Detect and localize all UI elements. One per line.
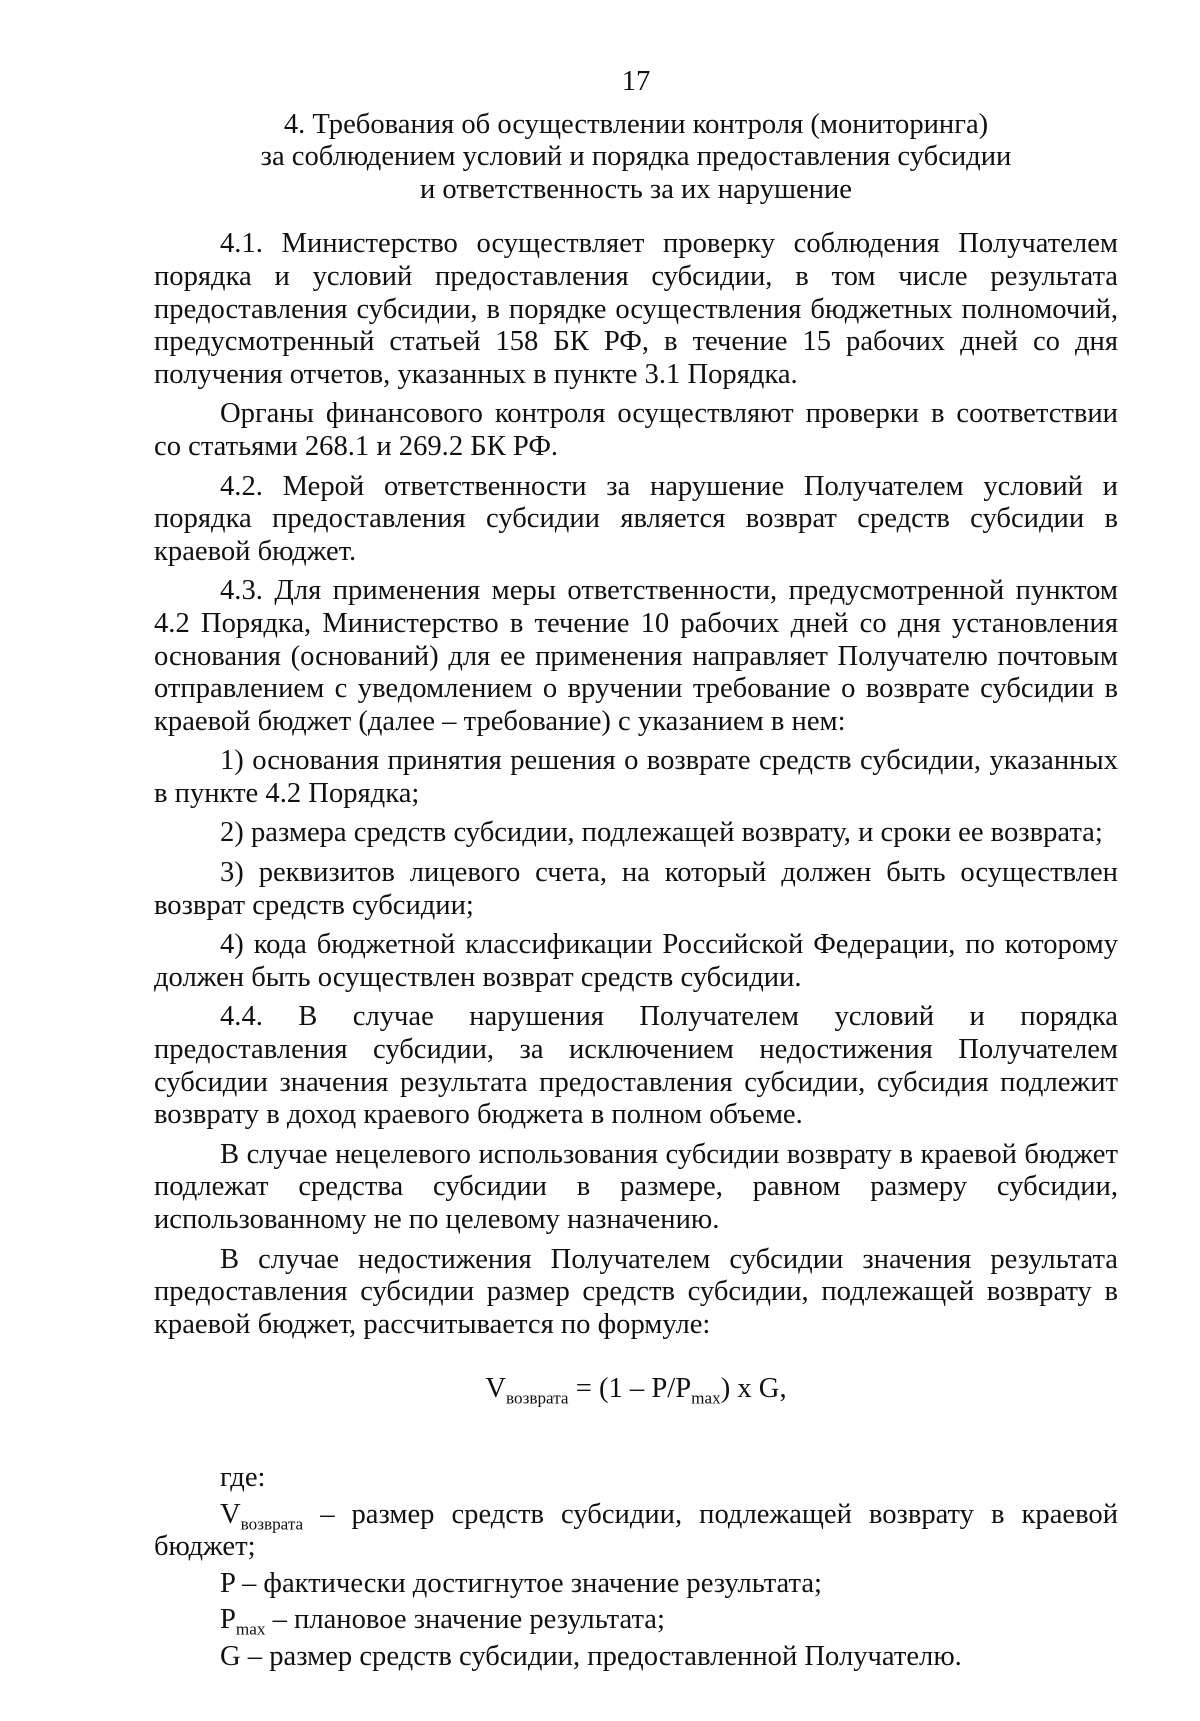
paragraph-4-4-formula-intro: В случае недостижения Получателем субсидии значения результата предоставления субсидии размер средств субсидии, подлежащей возврату в краевой бюджет, рассчитывается по формуле: <box>154 1243 1118 1340</box>
paragraph-4-4-misuse: В случае нецелевого использования субсидии возврату в краевой бюджет подлежат средства субсидии в размере, равном размеру субсидии, использованному не по целевому назначению. <box>154 1138 1118 1235</box>
definition-pmax-subscript: max <box>235 1620 266 1640</box>
formula-v-symbol: V <box>485 1373 507 1405</box>
heading-line-1: 4. Требования об осуществлении контроля (мониторинга) <box>283 108 989 140</box>
paragraph-4-3: 4.3. Для применения меры ответственности, предусмотренной пунктом 4.2 Порядка, Министерство в течение 10 рабочих дней со дня установления основания (оснований) для ее применения направляет Получателю почтовым отправлением с уведомлением о вручении требование о возврате субсидии в краевой бюджет (далее – требование) с указанием в нем: <box>154 575 1118 737</box>
definition-v-subscript: возврата <box>240 1514 304 1534</box>
paragraph-4-1-financial-control: Органы финансового контроля осуществляют проверки в соответствии со статьями 268.1 и 269.2 БК РФ. <box>154 398 1118 462</box>
paragraph-4-2: 4.2. Мерой ответственности за нарушение Получателем условий и порядка предоставления субсидии является возврат средств субсидии в краевой бюджет. <box>154 470 1118 567</box>
paragraph-4-1: 4.1. Министерство осуществляет проверку соблюдения Получателем порядка и условий предоставления субсидии, в том числе результата предоставления субсидии, в порядке осуществления бюджетных полномочий, предусмотренный статьей 158 БК РФ, в течение 15 рабочих дней со дня получения отчетов, указанных в пункте 3.1 Порядка. <box>154 228 1118 390</box>
section-heading <box>154 109 1118 207</box>
list-item-3: 3) реквизитов лицевого счета, на который должен быть осуществлен возврат средств субсидии; <box>154 857 1118 921</box>
definition-v-symbol: V <box>220 1498 241 1530</box>
list-item-1: 1) основания принятия решения о возврате средств субсидии, указанных в пункте 4.2 Порядка; <box>154 745 1118 809</box>
definition-pmax-symbol: P <box>220 1604 236 1636</box>
list-item-4: 4) кода бюджетной классификации Российской Федерации, по которому должен быть осуществлен возврат средств субсидии. <box>154 929 1118 993</box>
paragraph-4-4: 4.4. В случае нарушения Получателем условий и порядка предоставления субсидии, за исключением недостижения Получателем субсидии значения результата предоставления субсидии, субсидия подлежит возврату в доход краевого бюджета в полном объеме. <box>154 1001 1118 1131</box>
heading-line-2: за соблюдением условий и порядка предоставления субсидии <box>260 141 1012 173</box>
definition-g: G – размер средств субсидии, предоставленной Получателю. <box>220 1640 962 1672</box>
definition-pmax-text: – плановое значение результата; <box>265 1604 665 1636</box>
page-number: 17 <box>621 66 651 97</box>
formula-equation: = (1 – P/P <box>568 1373 692 1405</box>
list-item-2: 2) размера средств субсидии, подлежащей возврату, и сроки ее возврата; <box>220 817 1103 849</box>
definition-v-text: – размер средств субсидии, подлежащей возврату в краевой бюджет; <box>154 1498 1118 1563</box>
definition-v <box>154 1499 1118 1564</box>
refund-formula <box>154 1373 1118 1409</box>
formula-v-subscript: возврата <box>506 1389 569 1409</box>
formula-pmax-subscript: max <box>691 1389 721 1409</box>
definition-p: P – фактически достигнутое значение результата; <box>220 1567 822 1599</box>
formula-tail: ) x G, <box>720 1373 787 1405</box>
heading-line-3: и ответственность за их нарушение <box>419 173 853 205</box>
definition-pmax <box>154 1604 1118 1640</box>
definitions-lead: где: <box>220 1461 266 1493</box>
